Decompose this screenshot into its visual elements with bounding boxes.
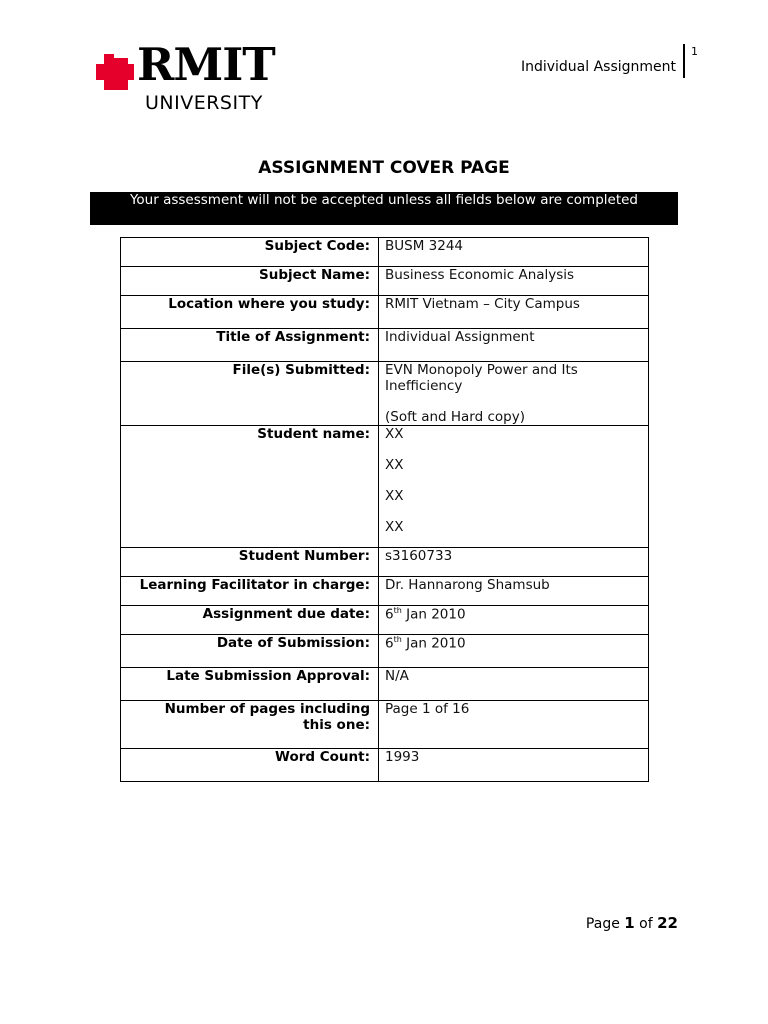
header-page-number: 1: [691, 45, 698, 58]
field-label: Subject Name:: [121, 267, 379, 296]
date-ordinal: th: [393, 606, 402, 615]
date-day: 6: [385, 606, 394, 623]
field-value: Individual Assignment: [379, 329, 649, 362]
table-row: [121, 701, 649, 749]
student-name-entry: XX: [385, 519, 404, 535]
field-label: File(s) Submitted:: [121, 362, 379, 426]
field-label: [121, 701, 379, 749]
logo-subtitle: UNIVERSITY: [145, 92, 263, 114]
field-label: Assignment due date:: [121, 606, 379, 635]
table-row: [121, 668, 649, 701]
date-day: 6: [385, 635, 394, 652]
notice-banner: Your assessment will not be accepted unless all fields below are completed: [90, 192, 678, 225]
field-value: Business Economic Analysis: [379, 267, 649, 296]
rmit-logo: [94, 38, 275, 116]
field-label: Location where you study:: [121, 296, 379, 329]
footer-current-page: 1: [624, 914, 635, 932]
header-divider: [683, 44, 685, 78]
date-rest: Jan 2010: [401, 606, 466, 623]
student-name-entry: XX: [385, 488, 404, 504]
logo-wordmark: RMIT: [137, 38, 275, 91]
field-value: BUSM 3244: [379, 238, 649, 267]
pages-label-line: this one:: [303, 717, 370, 733]
table-row: [121, 238, 649, 267]
field-label: Learning Facilitator in charge:: [121, 577, 379, 606]
table-row: [121, 606, 649, 635]
table-row: [121, 329, 649, 362]
field-value: [379, 635, 649, 668]
table-row: [121, 635, 649, 668]
cover-table: [120, 237, 649, 782]
rmit-pixel-logo-icon: [94, 52, 136, 94]
date-ordinal: th: [393, 635, 402, 644]
field-label: Word Count:: [121, 749, 379, 782]
footer-prefix: Page: [585, 916, 620, 932]
footer-total-pages: 22: [657, 914, 678, 932]
field-label: Date of Submission:: [121, 635, 379, 668]
field-value: [379, 426, 649, 548]
file-name-text: EVN Monopoly Power and Its Inefficiency: [385, 362, 578, 394]
field-label: Student name:: [121, 426, 379, 548]
field-value: [379, 606, 649, 635]
table-row: [121, 267, 649, 296]
table-row: [121, 296, 649, 329]
page-footer: [586, 914, 678, 932]
field-value: Dr. Hannarong Shamsub: [379, 577, 649, 606]
field-label: Late Submission Approval:: [121, 668, 379, 701]
field-value: RMIT Vietnam – City Campus: [379, 296, 649, 329]
field-label: Student Number:: [121, 548, 379, 577]
page-title: ASSIGNMENT COVER PAGE: [258, 158, 510, 178]
field-value: 1993: [379, 749, 649, 782]
field-label: Subject Code:: [121, 238, 379, 267]
file-format-text: (Soft and Hard copy): [385, 409, 525, 425]
student-name-entry: XX: [385, 426, 404, 442]
field-value: [379, 362, 649, 426]
table-row: [121, 426, 649, 548]
field-value: Page 1 of 16: [379, 701, 649, 749]
field-value: s3160733: [379, 548, 649, 577]
pages-label-line: Number of pages including: [164, 701, 370, 717]
table-row: [121, 362, 649, 426]
date-rest: Jan 2010: [401, 635, 466, 652]
running-header-title: Individual Assignment: [520, 59, 676, 75]
footer-of: of: [639, 916, 653, 932]
table-row: [121, 749, 649, 782]
table-row: [121, 548, 649, 577]
student-name-entry: XX: [385, 457, 404, 473]
field-value: N/A: [379, 668, 649, 701]
table-row: [121, 577, 649, 606]
field-label: Title of Assignment:: [121, 329, 379, 362]
